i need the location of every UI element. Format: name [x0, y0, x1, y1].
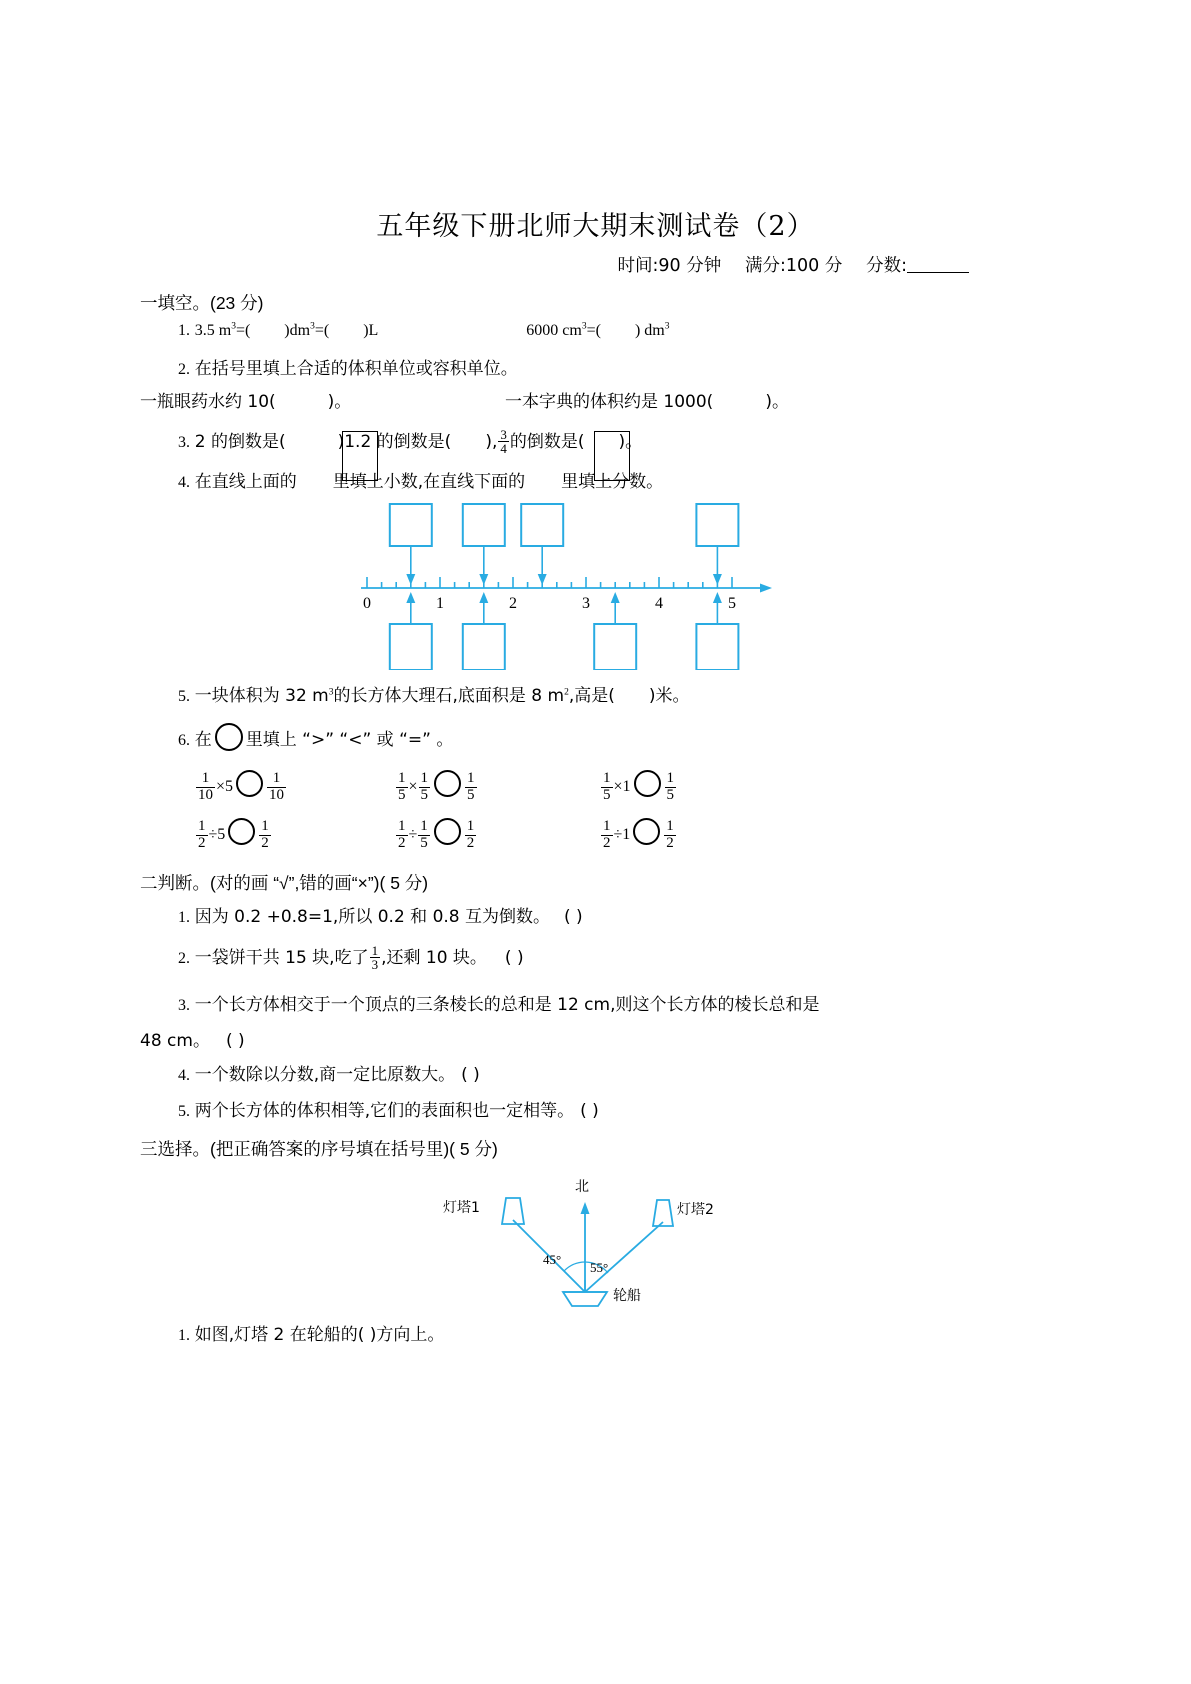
judge-1-answer-paren[interactable]: ( ) [564, 907, 583, 927]
q5-text-a: 一块体积为 32 m [194, 686, 329, 706]
number-line-top-answer-box [463, 504, 505, 546]
fill-question-2-sub-left [140, 387, 351, 412]
compare-operator: × [216, 778, 226, 795]
q1-eq1: =( [235, 322, 251, 339]
total-score-label: 满分:100 分 [744, 256, 843, 276]
compare-middle-fraction: $\frac{1}{5}$ [420, 818, 428, 851]
compare-left-fraction: $\frac{1}{2}$ [398, 818, 406, 851]
q4-part-1: 在直线上面的 [194, 472, 297, 492]
fill-question-4 [178, 467, 663, 492]
number-line-top-arrow-head [713, 574, 722, 585]
q5-exp-a: 3 [328, 687, 334, 698]
score-label: 分数: [866, 256, 907, 276]
judge-2-post: ,还剩 10 块。 [381, 948, 487, 968]
q3-fraction [498, 428, 509, 456]
compare-right-fraction: $\frac{1}{2}$ [666, 818, 674, 851]
compare-middle-value: 1 [622, 826, 631, 843]
judge-2-fraction [370, 944, 381, 972]
number-line-bottom-answer-box [594, 624, 636, 670]
q1-exp-d: 3 [664, 321, 670, 332]
judge-3-answer-paren[interactable]: ( ) [225, 1031, 245, 1051]
north-label: 北 [575, 1179, 589, 1195]
number-line-bottom-answer-box [390, 624, 432, 670]
number-line-top-arrow-head [538, 574, 547, 585]
q2-sub-right-tail: )。 [765, 392, 789, 412]
compare-left-fraction: $\frac{1}{2}$ [603, 818, 611, 851]
compare-answer-circle[interactable] [434, 818, 461, 845]
compare-answer-circle[interactable] [633, 818, 660, 845]
judge-3-line-1: 一个长方体相交于一个顶点的三条棱长的总和是 12 cm,则这个长方体的棱长总和是 [194, 995, 820, 1015]
judge-2-pre: 一袋饼干共 15 块,吃了 [194, 948, 369, 968]
q1-text-a: 3.5 m [194, 322, 232, 339]
q1-eq2: =( [314, 322, 330, 339]
angle-arc-left [564, 1262, 585, 1271]
judge-item-3-line2 [140, 1026, 245, 1051]
q1-number: 1. [178, 322, 190, 339]
number-line-bottom-arrow-head [406, 592, 415, 603]
judge-4-number: 4. [178, 1067, 190, 1084]
q5-exp-b: 2 [564, 687, 569, 698]
q1-text-d: 6000 cm [526, 322, 582, 339]
q3-part-1: 2 的倒数是( [194, 432, 286, 452]
q2-sub-right-text: 一本字典的体积约是 1000( [505, 392, 714, 412]
section-choice-heading: 三选择。(把正确答案的序号填在括号里)( 5 分) [140, 1139, 498, 1159]
fill-question-2 [178, 354, 518, 379]
q2-text: 在括号里填上合适的体积单位或容积单位。 [194, 359, 518, 379]
judge-5-number: 5. [178, 1103, 190, 1120]
judge-item-2 [178, 943, 524, 971]
q5-text-d: )米。 [648, 686, 690, 706]
compare-answer-circle[interactable] [236, 770, 263, 797]
number-line-bottom-answer-box [463, 624, 505, 670]
q2-sub-left-tail: )。 [327, 392, 352, 412]
number-line-top-answer-box [521, 504, 563, 546]
judge-2-fraction-denominator: 3 [371, 957, 379, 973]
number-line-tick-label: 3 [582, 595, 590, 612]
north-arrow-head [581, 1202, 590, 1214]
number-line-bottom-arrow-head [611, 592, 620, 603]
compare-right-fraction: $\frac{1}{10}$ [269, 770, 285, 803]
q6-circle-icon [215, 723, 243, 751]
section-fill-heading: 一填空。(23 分) [140, 293, 264, 313]
q1-text-e: ) dm [634, 322, 665, 339]
page-title: 五年级下册北师大期末测试卷（2） [376, 211, 815, 242]
compare-expression [395, 770, 478, 803]
lighthouse-ship-diagram [435, 1180, 735, 1315]
score-blank[interactable] [907, 272, 969, 273]
angle-left-label: 45° [543, 1252, 562, 1267]
q1-exp-a: 3 [231, 321, 236, 332]
number-line-bottom-arrow-head [479, 592, 488, 603]
q4-part-3: 里填上分数。 [561, 472, 664, 492]
number-line-tick-label: 2 [509, 595, 517, 612]
fill-question-1 [178, 320, 669, 340]
q1-text-c: )L [363, 322, 379, 339]
q3-fraction-numerator: 3 [500, 426, 507, 442]
q4-part-2: 里填上小数,在直线下面的 [332, 472, 526, 492]
judge-2-answer-paren[interactable]: ( ) [504, 948, 524, 968]
angle-right-label: 55° [590, 1260, 609, 1275]
judge-2-number: 2. [178, 950, 190, 967]
time-label: 时间:90 分钟 [617, 256, 722, 276]
judge-1-number: 1. [178, 909, 190, 926]
judge-item-3-line1 [178, 990, 819, 1015]
judge-4-text: 一个数除以分数,商一定比原数大。 [194, 1065, 456, 1085]
number-line-svg [355, 500, 775, 670]
compare-operator: ÷ [208, 826, 218, 843]
ship-hull-icon [563, 1292, 607, 1306]
judge-2-fraction-numerator: 1 [371, 942, 379, 958]
q1-eq3: =( [586, 322, 601, 339]
compare-expression [600, 770, 677, 803]
number-line-tick-label: 1 [436, 595, 444, 612]
number-line-top-arrow-head [406, 574, 415, 585]
q3-part-4: 的倒数是( [509, 432, 585, 452]
q1-exp-b: 3 [310, 321, 315, 332]
compare-operator: ÷ [613, 826, 623, 843]
fill-question-5 [178, 681, 690, 706]
number-line-top-arrow-head [479, 574, 488, 585]
compare-expression [195, 818, 272, 851]
judge-3-line-2: 48 cm。 [140, 1031, 210, 1051]
judge-4-answer-paren[interactable]: ( ) [461, 1065, 480, 1085]
compare-middle-value: 1 [622, 778, 631, 795]
compare-operator: × [408, 778, 418, 795]
compare-left-fraction: $\frac{1}{10}$ [198, 770, 213, 803]
lighthouse-1-label: 灯塔1 [443, 1200, 480, 1216]
compare-right-fraction: $\frac{1}{2}$ [261, 818, 269, 851]
fill-question-2-sub-right [505, 387, 789, 412]
number-line-figure [355, 500, 775, 670]
fill-question-6 [178, 723, 453, 751]
compare-left-fraction: $\frac{1}{5}$ [603, 770, 611, 803]
ship-label: 轮船 [613, 1288, 641, 1304]
compare-expression [195, 770, 287, 803]
q6-text-after: 里填上 “>” “<” 或 “=” 。 [245, 730, 454, 750]
q5-text-b: 的长方体大理石,底面积是 8 m [333, 686, 565, 706]
q3-fraction-denominator: 4 [500, 441, 507, 457]
compare-expression [395, 818, 477, 851]
q4-number: 4. [178, 474, 190, 491]
q6-number: 6. [178, 732, 190, 749]
q1-text-b: )dm [284, 322, 311, 339]
q5-text-c: ,高是( [568, 686, 615, 706]
compare-left-fraction: $\frac{1}{5}$ [398, 770, 406, 803]
compare-middle-fraction: $\frac{1}{5}$ [420, 770, 429, 803]
number-line-tick-label: 0 [363, 595, 371, 612]
number-line-top-answer-box [696, 504, 738, 546]
compare-middle-value: 5 [225, 778, 234, 795]
exam-meta [617, 252, 969, 277]
q3-part-2: )1.2 的倒数是( [337, 432, 452, 452]
compare-left-fraction: $\frac{1}{2}$ [198, 818, 206, 851]
judge-item-1 [178, 902, 583, 927]
q1-exp-c: 3 [581, 321, 587, 332]
number-line-tick-label: 4 [655, 595, 663, 612]
choice-question-1 [178, 1320, 444, 1345]
compare-middle-value: 5 [217, 826, 226, 843]
judge-item-4 [178, 1060, 480, 1085]
q3-part-5: )。 [618, 432, 643, 452]
number-line-tick-label: 5 [728, 595, 736, 612]
compare-operator: ÷ [408, 826, 418, 843]
choice-1-text[interactable]: 如图,灯塔 2 在轮船的( )方向上。 [194, 1325, 445, 1345]
number-line-top-answer-box [390, 504, 432, 546]
number-line-bottom-answer-box [696, 624, 738, 670]
number-line-axis-arrow [760, 584, 772, 593]
lighthouse-2-label: 灯塔2 [677, 1202, 714, 1218]
compare-answer-circle[interactable] [434, 770, 461, 797]
compare-operator: × [613, 778, 623, 795]
judge-3-number: 3. [178, 997, 190, 1014]
judge-5-text: 两个长方体的体积相等,它们的表面积也一定相等。 [194, 1101, 575, 1121]
q2-number: 2. [178, 361, 190, 378]
q6-text-before: 在 [194, 730, 212, 750]
q2-sub-left-text: 一瓶眼药水约 10( [140, 392, 276, 412]
section-judge-heading: 二判断。(对的画 “√”,错的画“×”)( 5 分) [140, 873, 429, 893]
compare-answer-circle[interactable] [634, 770, 661, 797]
compare-expression [600, 818, 677, 851]
q5-number: 5. [178, 688, 190, 705]
judge-item-5 [178, 1096, 599, 1121]
compare-right-fraction: $\frac{1}{5}$ [666, 770, 675, 803]
q3-number: 3. [178, 434, 190, 451]
judge-1-text: 因为 0.2 +0.8=1,所以 0.2 和 0.8 互为倒数。 [194, 907, 551, 927]
compare-right-fraction: $\frac{1}{5}$ [467, 770, 475, 803]
compare-right-fraction: $\frac{1}{2}$ [466, 818, 475, 851]
choice-1-number: 1. [178, 1327, 190, 1344]
q3-part-3: ), [485, 432, 498, 452]
judge-5-answer-paren[interactable]: ( ) [580, 1101, 599, 1121]
ray-to-lighthouse-2 [585, 1222, 663, 1292]
compare-answer-circle[interactable] [228, 818, 255, 845]
fill-question-3 [178, 427, 642, 455]
number-line-bottom-arrow-head [713, 592, 722, 603]
